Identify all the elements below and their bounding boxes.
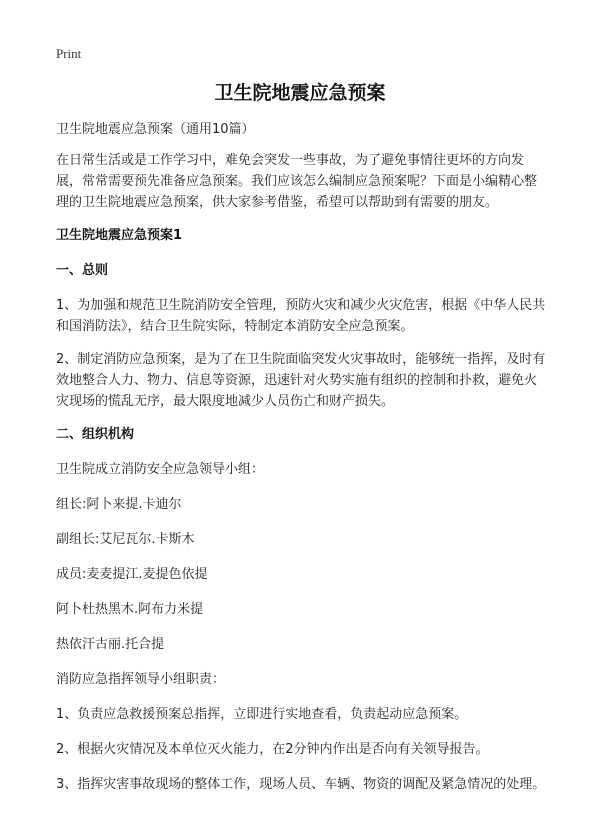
heading-general: 一、总则 <box>56 263 109 278</box>
intro-paragraph: 在日常生活或是工作学习中，难免会突发一些事故，为了避免事情往更坏的方向发展，常常需要预先准备应急预案。我们应该怎么编制应急预案呢？下面是小编精心整理的卫生院地震应急预案，供大家参考借鉴，希望可以帮助到有需要的朋友。 <box>56 153 538 210</box>
leader-line: 组长:阿卜来提.卡迪尔 <box>56 497 182 512</box>
document-body <box>56 119 548 795</box>
duties-intro: 消防应急指挥领导小组职责： <box>56 672 226 687</box>
duty-2: 2、根据火灾情况及本单位灭火能力，在2分钟内作出是否向有关领导报告。 <box>56 742 489 757</box>
heading-organization: 二、组织机构 <box>56 427 135 442</box>
section-title: 卫生院地震应急预案1 <box>56 228 183 243</box>
page-title: 卫生院地震应急预案 <box>214 82 386 104</box>
duty-1: 1、负责应急救援预案总指挥，立即进行实地查看，负责起动应急预案。 <box>56 707 468 722</box>
deputy-line: 副组长:艾尼瓦尔.卡斯木 <box>56 532 195 547</box>
print-link[interactable]: Print <box>56 46 82 61</box>
members-line-3: 热依汗古丽.托合提 <box>56 637 165 652</box>
org-intro: 卫生院成立消防安全应急领导小组： <box>56 462 265 477</box>
paragraph-1: 1、为加强和规范卫生院消防安全管理，预防火灾和减少火灾危害，根据《中华人民共和国消防法》，结合卫生院实际，特制定本消防安全应急预案。 <box>56 298 546 334</box>
members-line-2: 阿卜杜热黑木.阿布力米提 <box>56 602 204 617</box>
members-line-1: 成员:麦麦提江.麦提色依提 <box>56 567 208 582</box>
paragraph-2: 2、制定消防应急预案，是为了在卫生院面临突发火灾事故时，能够统一指挥，及时有效地整合人力、物力、信息等资源，迅速针对火势实施有组织的控制和扑救，避免火灾现场的慌乱无序，最大限度地减少人员伤亡和财产损失。 <box>56 352 546 409</box>
duty-3: 3、指挥灾害事故现场的整体工作，现场人员、车辆、物资的调配及紧急情况的处理。 <box>56 777 546 792</box>
document-subtitle: 卫生院地震应急预案（通用10篇） <box>56 122 255 137</box>
